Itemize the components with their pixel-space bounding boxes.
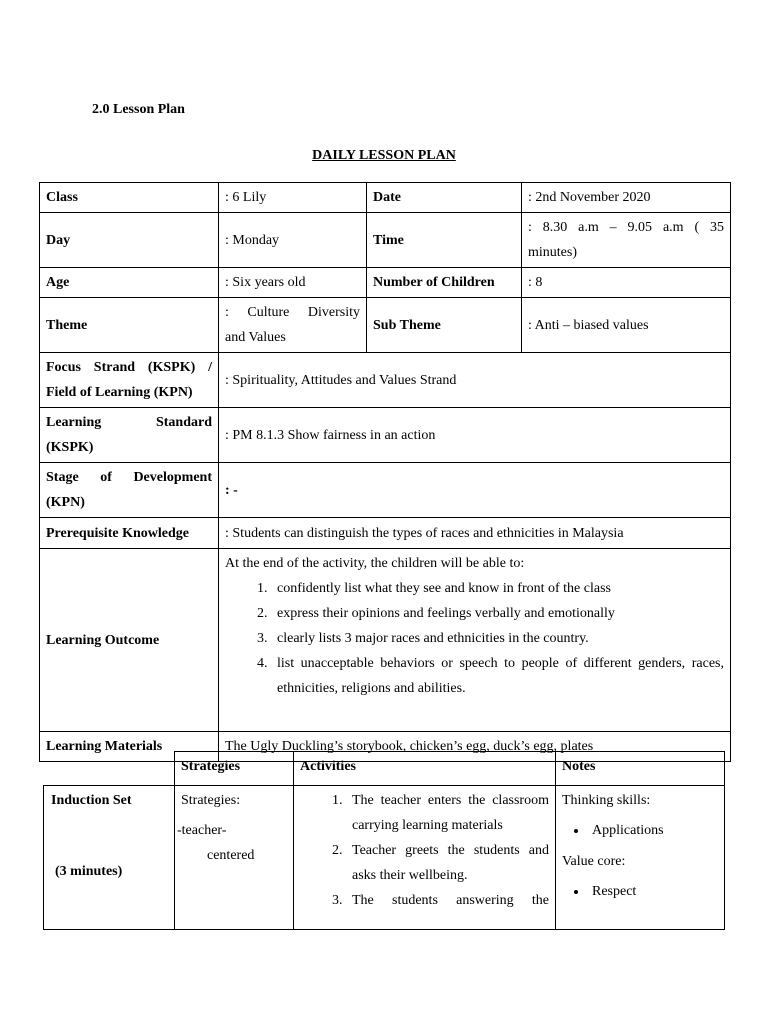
- standard-label: [40, 408, 219, 463]
- prereq-value: : Students can distinguish the types of races and ethnicities in Malaysia: [219, 518, 731, 549]
- table-row: [44, 786, 725, 930]
- stage-value: : -: [219, 463, 731, 518]
- time-label: Time: [367, 213, 522, 268]
- standard-label-line-2: (KSPK): [46, 440, 94, 455]
- table-row: [44, 752, 725, 786]
- strategies-line-2: centered: [207, 848, 255, 863]
- prereq-label: Prerequisite Knowledge: [40, 518, 219, 549]
- lesson-info-table: [39, 182, 731, 762]
- lesson-plan-table: [43, 751, 725, 930]
- notes-cell: [556, 786, 725, 930]
- list-item: • Applications: [588, 818, 718, 843]
- list-item: 2. express their opinions and feelings verbally and emotionally: [271, 601, 724, 626]
- notes-header: Notes: [556, 752, 725, 786]
- time-value-line-1: : 8.30 a.m – 9.05 a.m ( 35: [528, 220, 724, 235]
- outcome-list: [225, 576, 724, 701]
- thinking-list: [562, 818, 718, 843]
- day-value: : Monday: [219, 213, 367, 268]
- focus-label-line-2: Field of Learning (KPN): [46, 385, 193, 400]
- date-label: Date: [367, 183, 522, 213]
- children-value: : 8: [522, 268, 731, 298]
- list-item: 1. The teacher enters the classroom carrying learning materials: [346, 788, 549, 838]
- outcome-content: [219, 549, 731, 732]
- list-item: 2. Teacher greets the students and asks their wellbeing.: [346, 838, 549, 888]
- empty-header-cell: [44, 752, 175, 786]
- stage-label-line-2: (KPN): [46, 495, 85, 510]
- notes-thinking: Thinking skills:: [562, 793, 651, 808]
- theme-label: Theme: [40, 298, 219, 353]
- standard-value: : PM 8.1.3 Show fairness in an action: [219, 408, 731, 463]
- subtheme-value: : Anti – biased values: [522, 298, 731, 353]
- activities-header: Activities: [294, 752, 556, 786]
- list-item: 4. list unacceptable behaviors or speech to people of different genders, races, ethnicities, religions and abilities.: [271, 651, 724, 701]
- children-label: Number of Children: [367, 268, 522, 298]
- activities-list: [300, 788, 549, 913]
- theme-value: [219, 298, 367, 353]
- activities-cell: [294, 786, 556, 930]
- class-value: : 6 Lily: [219, 183, 367, 213]
- list-item: 3. clearly lists 3 major races and ethnicities in the country.: [271, 626, 724, 651]
- table-row: [40, 298, 731, 353]
- theme-value-line-1: : Culture Diversity: [225, 305, 360, 320]
- strategies-header: Strategies: [175, 752, 294, 786]
- section-heading: 2.0 Lesson Plan: [92, 102, 185, 117]
- materials-label: Learning Materials: [40, 732, 219, 762]
- subtheme-label: Sub Theme: [367, 298, 522, 353]
- table-row: [40, 408, 731, 463]
- materials-value: The Ugly Duckling’s storybook, chicken’s egg, duck’s egg, plates: [219, 732, 731, 762]
- table-row: [40, 353, 731, 408]
- stage-duration: (3 minutes): [55, 864, 123, 879]
- time-value-line-2: minutes): [528, 245, 577, 260]
- age-value: : Six years old: [219, 268, 367, 298]
- document-title: DAILY LESSON PLAN: [312, 148, 456, 163]
- day-label: Day: [40, 213, 219, 268]
- table-row: [40, 268, 731, 298]
- stage-label: [40, 463, 219, 518]
- list-item: 1. confidently list what they see and know in front of the class: [271, 576, 724, 601]
- outcome-intro: At the end of the activity, the children will be able to:: [225, 556, 525, 571]
- stage-cell: [44, 786, 175, 930]
- notes-value: Value core:: [562, 854, 626, 869]
- strategies-heading: Strategies:: [181, 793, 241, 808]
- focus-label-line-1: Focus Strand (KSPK) /: [46, 360, 212, 375]
- standard-label-line-1: Learning Standard: [46, 415, 212, 430]
- strategies-line-1: -teacher-: [177, 823, 227, 838]
- table-row: [40, 518, 731, 549]
- theme-value-line-2: and Values: [225, 330, 286, 345]
- list-item: 3. The students answering the: [346, 888, 549, 913]
- class-label: Class: [40, 183, 219, 213]
- focus-value: : Spirituality, Attitudes and Values Strand: [219, 353, 731, 408]
- focus-label: [40, 353, 219, 408]
- outcome-label: Learning Outcome: [40, 549, 219, 732]
- stage-name: Induction Set: [51, 793, 132, 808]
- table-row: [40, 183, 731, 213]
- strategies-cell: [175, 786, 294, 930]
- date-value: : 2nd November 2020: [522, 183, 731, 213]
- value-list: [562, 879, 718, 904]
- stage-label-line-1: Stage of Development: [46, 470, 212, 485]
- age-label: Age: [40, 268, 219, 298]
- table-row: [40, 549, 731, 732]
- list-item: • Respect: [588, 879, 718, 904]
- table-row: [40, 463, 731, 518]
- time-value: [522, 213, 731, 268]
- table-row: [40, 213, 731, 268]
